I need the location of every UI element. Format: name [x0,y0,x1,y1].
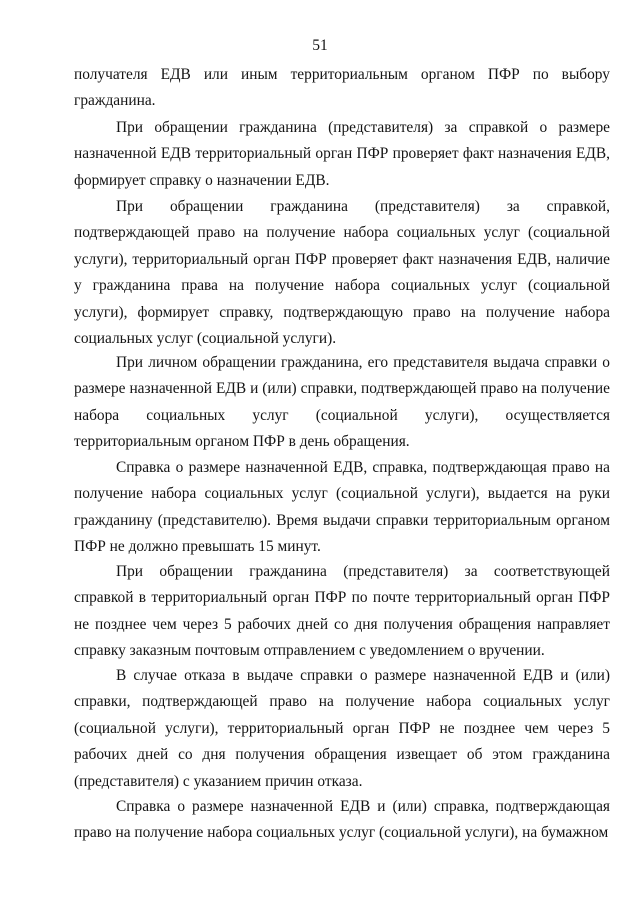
page-number: 51 [312,37,328,54]
paragraph-refusal: В случае отказа в выдаче справки о размере назначенной ЕДВ и (или) справки, подтверждающей право на получение набора социальных услуг (социальной услуги), территориальный орган ПФР не позднее чем через 5 рабочих дней со дня получения обращения извещает об этом гражданина (представителя) с указанием причин отказа. [74,667,610,790]
paragraph-continuation: получателя ЕДВ или иным территориальным органом ПФР по выбору гражданина. [74,66,610,110]
paragraph-issue-time: Справка о размере назначенной ЕДВ, справка, подтверждающая право на получение набора социальных услуг (социальной услуги), выдается на руки гражданину (представителю). Время выдачи справки территориальным органом ПФР не должно превышать 15 минут. [74,459,610,556]
paragraph-postal-request: При обращении гражданина (представителя) за соответствующей справкой в территориальный орган ПФР по почте территориальный орган ПФР не позднее чем через 5 рабочих дней со дня получения обращения направляет справку заказным почтовым отправлением с уведомлением о вручении. [74,563,610,660]
paragraph-personal-request: При личном обращении гражданина, его представителя выдача справки о размере назначенной ЕДВ и (или) справки, подтверждающей право на получение набора социальных услуг (социальной услуги), осуществляется территориальным органом ПФР в день обращения. [74,354,610,451]
paragraph-paper-certificate: Справка о размере назначенной ЕДВ и (или) справка, подтверждающая право на получение набора социальных услуг (социальной услуги), на бумажном [74,798,610,842]
paragraph-social-services-certificate: При обращении гражданина (представителя) за справкой, подтверждающей право на получение набора социальных услуг (социальной услуги), территориальный орган ПФР проверяет факт назначения ЕДВ, наличие у гражданина права на получение набора социальных услуг (социальной услуги), формирует справку, подтверждающую право на получение набора социальных услуг (социальной услуги). [74,198,610,348]
paragraph-edv-amount-certificate: При обращении гражданина (представителя) за справкой о размере назначенной ЕДВ территориальный орган ПФР проверяет факт назначения ЕДВ, формирует справку о назначении ЕДВ. [74,119,610,189]
